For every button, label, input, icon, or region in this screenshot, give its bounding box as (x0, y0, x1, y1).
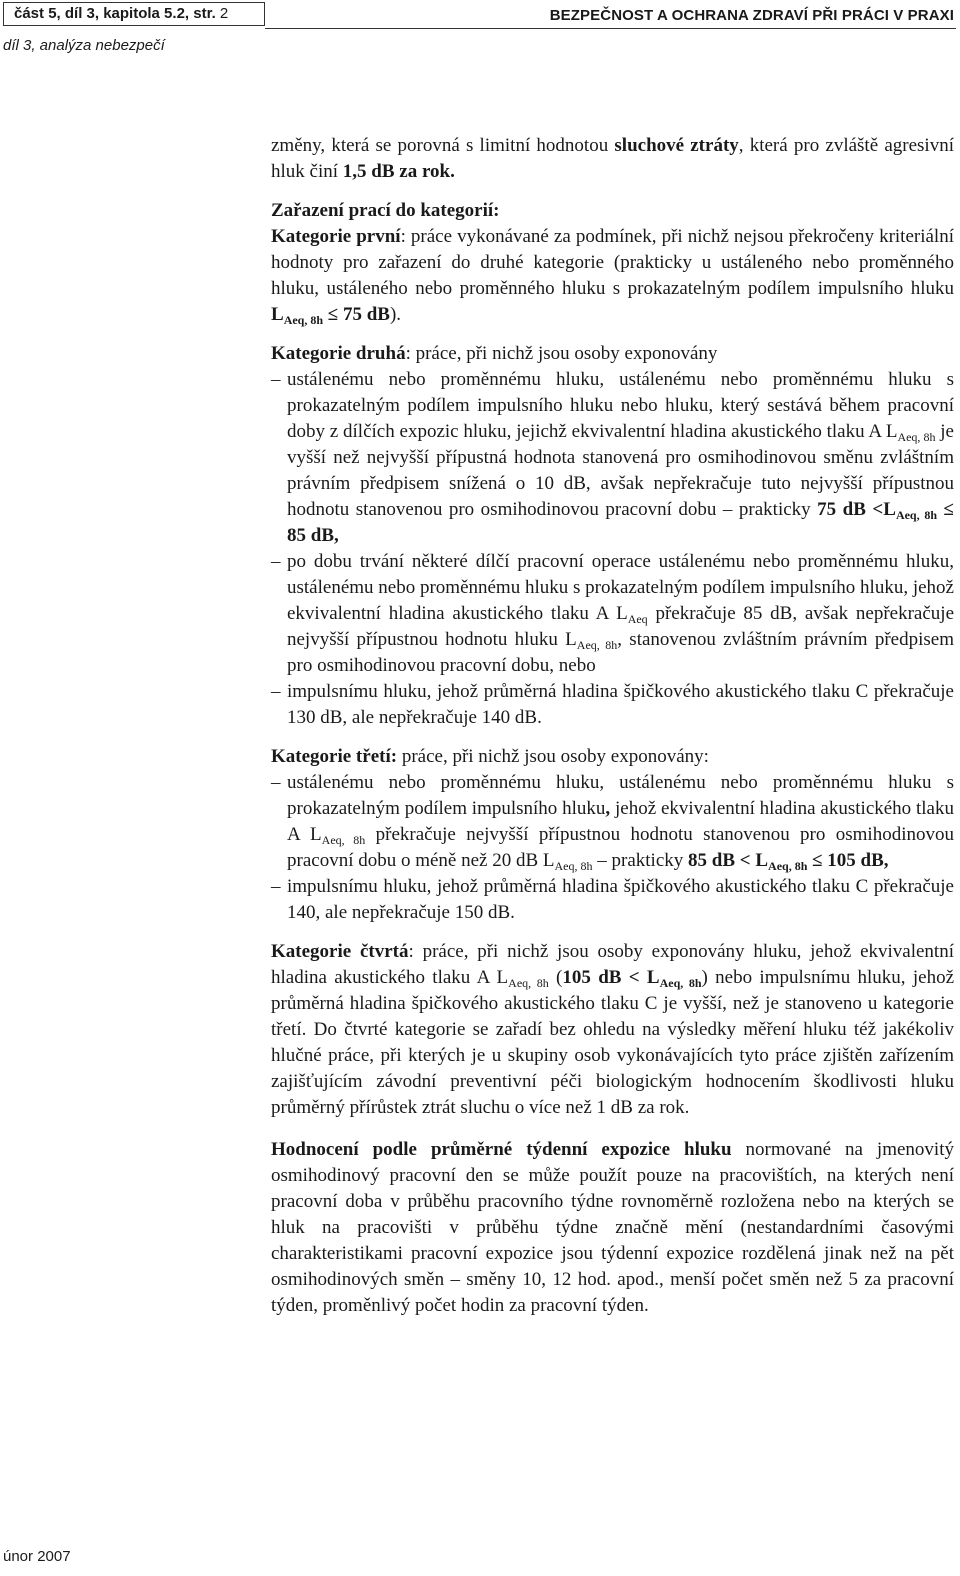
text-run: ) nebo impulsnímu hluku, jehož průměrná hladina špičkového akustického tlaku C je vyšší, než je stanoveno u kategorie třetí. Do čtvrté kategorie se zařadí bez ohledu na výsledky měření hluku též jakékoliv hlučné práce, při kterých je u skupiny osob vykonávajících tyto práce zjištěn zařízením zajišťujícím závodní preventivní péči biologickým hodnocením škodlivosti hluku průměrný přírůstek ztrát sluchu o více než 1 dB za rok. (271, 967, 955, 1118)
text-run: 85 dB < L (688, 850, 769, 871)
subscript: Aeq, 8h (283, 313, 324, 327)
text-run: impulsnímu hluku, jehož průměrná hladina špičkového akustického tlaku C překračuje 140, ale nepřekračuje 150 dB. (287, 876, 954, 923)
text-run: : práce, při nichž jsou osoby exponovány (405, 343, 718, 364)
body-text (271, 133, 954, 1319)
category-label: Kategorie druhá (271, 343, 406, 364)
subscript: Aeq, 8h (659, 976, 702, 990)
text-run: ). (389, 304, 402, 325)
text-run: impulsnímu hluku, jehož průměrná hladina špičkového akustického tlaku C překračuje 130 dB, ale nepřekračuje 140 dB. (287, 681, 954, 728)
text-run: po dobu trvání některé dílčí pracovní operace ustálenému nebo proměnnému hluku, ustálenému nebo proměnnému hluku s prokazatelným podílem impulsního hluku, jehož ekvivalentní hladina akustického tlaku A L (287, 551, 954, 624)
text-run: ustálenému nebo proměnnému hluku, ustálenému nebo proměnnému hluku s prokazatelným podílem impulsního hluku nebo hluku, který sestává během pracovní doby z dílčích expozic hluku, jejichž ekvivalentní hladina akustického tlaku A L (287, 369, 954, 442)
subscript: Aeq, 8h (895, 508, 938, 522)
category-two-paragraph (271, 341, 954, 367)
chapter-subtitle: díl 3, analýza nebezpečí (3, 37, 165, 54)
limit-expression (688, 850, 889, 871)
header-rule (265, 28, 956, 29)
text-run: překračuje 85 dB, avšak nepřekračuje nejvyšší přípustnou hodnotu hluku L (287, 603, 955, 650)
subscript: Aeq, 8h (321, 833, 366, 847)
subscript: Aeq, 8h (576, 638, 618, 652)
text-run: , která pro zvláště agresivní hluk činí (271, 135, 954, 182)
weekly-exposure-paragraph (271, 1137, 954, 1319)
bold-term: , (605, 798, 611, 819)
list-item (271, 367, 954, 549)
text-run: práce, při nichž jsou osoby exponovány: (397, 746, 709, 767)
text-run: – prakticky (592, 850, 689, 871)
section-reference-box (3, 2, 265, 26)
page-reference: 2 (215, 5, 229, 22)
text-run: změny, která se porovná s limitní hodnotou (271, 135, 615, 156)
subscript: Aeq, 8h (508, 976, 549, 990)
text-run: L (271, 304, 284, 325)
limit-expression (271, 304, 390, 325)
text-run: , stanovenou zvláštním právním předpisem pro osmihodinovou pracovní dobu, nebo (287, 629, 954, 676)
subscript: Aeq, 8h (897, 430, 936, 444)
list-item (271, 679, 954, 731)
text-run: je vyšší než nejvyšší přípustná hodnota stanovená pro osmihodinovou směnu zvláštním právním předpisem snížená o 10 dB, avšak nepřekračuje tuto nejvyšší přípustnou hodnotu stanovenou pro osmihodinovou pracovní dobu – prakticky (287, 421, 954, 520)
category-four-paragraph (271, 939, 954, 1121)
text-run: 75 dB <L (817, 499, 896, 520)
text-run: ≤ 85 dB, (287, 499, 954, 546)
bold-term: sluchové ztráty (614, 135, 739, 156)
category-label: Kategorie čtvrtá (271, 941, 409, 962)
text-run: ustálenému nebo proměnnému hluku, ustálenému nebo proměnnému hluku s prokazatelným podílem impulsního hluku (287, 772, 954, 819)
categories-heading: Zařazení prací do kategorií: (271, 200, 500, 221)
text-run: ( (548, 967, 563, 988)
text-run: překračuje nejvyšší přípustnou hodnotu stanovenou pro osmihodinovou pracovní dobu o méně než 20 dB L (287, 824, 954, 871)
text-run: : práce, při nichž jsou osoby exponovány hluku, jehož ekvivalentní hladina akustického tlaku A L (271, 941, 954, 988)
category-label: Kategorie třetí: (271, 746, 398, 767)
subscript: Aeq (627, 612, 648, 626)
publication-title: BEZPEČNOST A OCHRANA ZDRAVÍ PŘI PRÁCI V PRAXI (549, 7, 954, 24)
text-run: 105 dB < L (562, 967, 660, 988)
list-item (271, 770, 954, 874)
category-one-paragraph (271, 224, 954, 328)
section-reference: část 5, díl 3, kapitola 5.2, str. (14, 5, 216, 22)
subscript: Aeq, 8h (554, 859, 593, 873)
text-run: ≤ 105 dB, (807, 850, 889, 871)
category-three-list (271, 770, 954, 926)
category-three-paragraph (271, 744, 954, 770)
text-run: jehož ekvivalentní hladina akustického tlaku A L (287, 798, 954, 845)
bold-term: 1,5 dB za rok. (342, 161, 455, 182)
bold-term: Hodnocení podle průměrné týdenní expozice hluku (271, 1139, 732, 1160)
text-run: : práce vykonávané za podmínek, při nichž nejsou překročeny kriteriální hodnoty pro zařazení do druhé kategorie (prakticky u ustáleného nebo proměnného hluku, ustáleného nebo proměnného hluku s prokazatelným podílem impulsního hluku (271, 226, 954, 299)
text-run: normované na jmenovitý osmihodinový pracovní den se může použít pouze na pracovištích, na kterých není pracovní doba v průběhu pracovního týdne rovnoměrně rozložena nebo na kterých se hluk na pracovišti v průběhu týdne značně mění (nestandardními časovými charakteristikami pracovní expozice jsou týdenní expozice rozdělená jinak než na pět osmihodinových směn – směny 10, 12 hod. apod., menší počet směn než 5 za pracovní týden, proměnlivý počet hodin za pracovní týden. (271, 1139, 954, 1316)
subscript: Aeq, 8h (768, 859, 808, 873)
limit-expression (562, 967, 701, 988)
category-two-list (271, 367, 954, 731)
issue-date: únor 2007 (3, 1548, 71, 1565)
intro-paragraph (271, 133, 954, 185)
text-run: ≤ 75 dB (323, 304, 390, 325)
category-label: Kategorie první (271, 226, 401, 247)
list-item (271, 874, 954, 926)
list-item (271, 549, 954, 679)
